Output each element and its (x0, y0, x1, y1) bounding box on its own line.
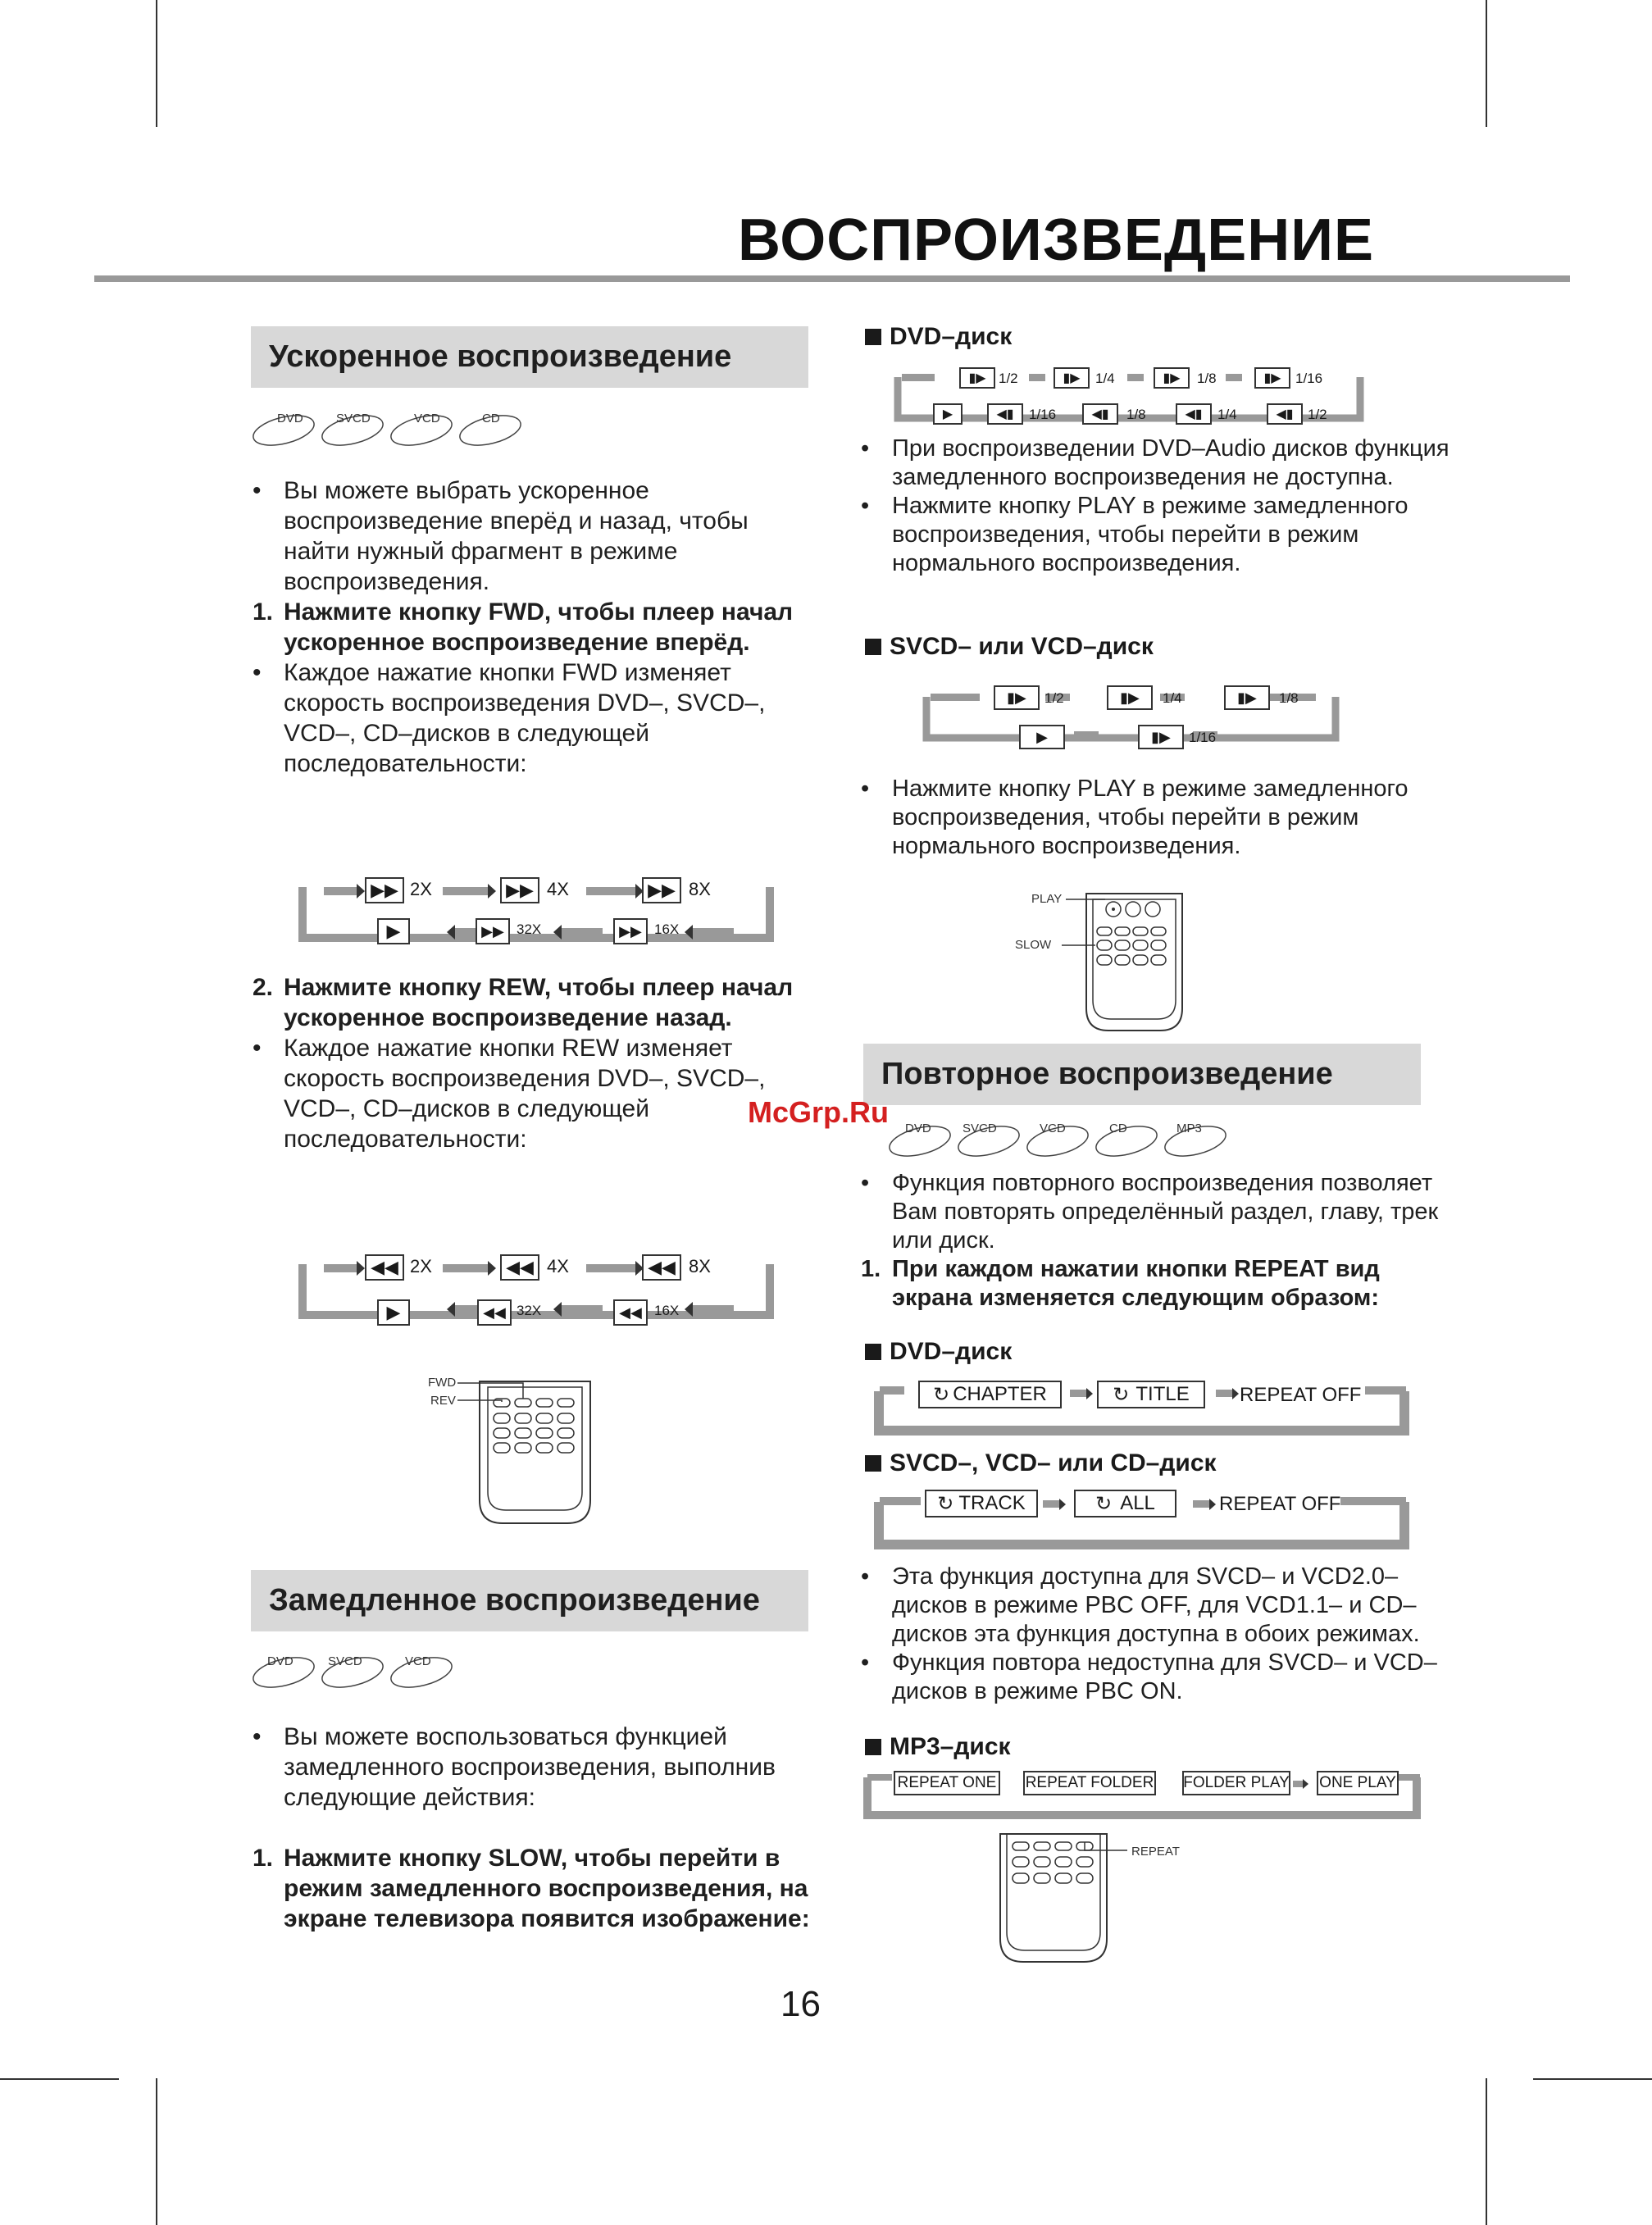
slow-dvd-title: DVD–диск (865, 323, 1012, 351)
play-icon: ▶ (933, 403, 963, 425)
slow-icon: ▮▶ (994, 685, 1040, 710)
watermark: McGrp.Ru (748, 1095, 890, 1129)
crop-mark (156, 0, 157, 127)
speed-label: 32X (517, 921, 542, 937)
speed-label: 1/2 (1308, 407, 1327, 422)
mp3-repeat-folder-box: REPEAT FOLDER (1023, 1771, 1156, 1795)
speed-label: 8X (689, 879, 711, 899)
remote-label: SLOW (1015, 938, 1052, 952)
repeat-track-box: ↻ TRACK (925, 1490, 1038, 1517)
bullet-icon: • (253, 1723, 262, 1750)
crop-mark (1486, 0, 1487, 127)
slow-rev-icon: ◀▮ (1176, 403, 1212, 425)
repeat-all-box: ↻ ALL (1074, 1490, 1176, 1517)
mp3-repeat-one-box: REPEAT ONE (894, 1771, 1000, 1795)
speed-label: 1/8 (1197, 371, 1217, 386)
slow-icon: ▮▶ (1054, 367, 1090, 389)
slow-dvd-notes: • При воспроизведении DVD–Audio дисков функция замедленного воспроизведения не доступна. • Нажмите кнопку PLAY в режиме замедленного воспроизведения, чтобы перейти в режим нормального воспроизведения. (861, 435, 1449, 576)
slow-svcd-notes: • Нажмите кнопку PLAY в режиме замедленного воспроизведения, чтобы перейти в режим нормального воспроизведения. (861, 776, 1409, 859)
repeat-chapter-box: ↻ CHAPTER (918, 1381, 1062, 1408)
remote-label: FWD (428, 1376, 457, 1390)
slow-icon: ▮▶ (1107, 685, 1153, 710)
speed-label: 16X (654, 921, 680, 937)
repeat-off-label: REPEAT OFF (1219, 1493, 1341, 1515)
speed-label: 32X (517, 1303, 542, 1318)
crop-mark (0, 2078, 119, 2080)
slow-icon: ▮▶ (1138, 725, 1184, 749)
speed-label: 1/8 (1126, 407, 1146, 422)
disc-label: DVD (905, 1122, 931, 1135)
square-bullet-icon (865, 639, 881, 655)
fast-text-block-2: 2. Нажмите кнопку REW, чтобы плеер начал ускоренное воспроизведение назад. • Каждое нажатие кнопки REW изменяет скорость воспроизведения DVD–, SVCD–, VCD–, CD–дисков в следующей последовательности: (253, 974, 794, 1153)
repeat-off-label: REPEAT OFF (1240, 1384, 1362, 1406)
speed-label: 1/2 (1044, 690, 1064, 706)
rew-icon: ◀◀ (365, 1254, 404, 1281)
repeat-svcd-title: SVCD–, VCD– или CD–диск (865, 1449, 1217, 1477)
slow-svcd-title: SVCD– или VCD–диск (865, 633, 1154, 661)
fast-section-header: Ускоренное воспроизведение (251, 326, 808, 388)
speed-label: 2X (410, 1256, 432, 1276)
bullet-icon: • (861, 493, 870, 519)
square-bullet-icon (865, 1344, 881, 1360)
slow-rev-icon: ◀▮ (1267, 403, 1303, 425)
play-icon: ▶ (1019, 725, 1065, 749)
loop-icon: ↻ (933, 1383, 950, 1406)
mp3-folder-play-box: FOLDER PLAY (1182, 1771, 1290, 1795)
title-rule (94, 275, 1570, 282)
bullet-icon: • (253, 1035, 262, 1062)
slow-rev-icon: ◀▮ (1082, 403, 1118, 425)
speed-label: 4X (547, 1256, 569, 1276)
play-icon: ▶ (377, 1299, 410, 1326)
bullet-icon: • (861, 776, 870, 802)
slow-icon: ▮▶ (1254, 367, 1290, 389)
page-title: ВОСПРОИЗВЕДЕНИЕ (738, 207, 1374, 273)
fast-text-block-1: • Вы можете выбрать ускоренное воспроизведение вперёд и назад, чтобы найти нужный фрагмент в режиме воспроизведения. 1. Нажмите кнопку FWD, чтобы плеер начал ускоренное воспроизведение вперёд. • Каждое нажатие кнопки FWD изменяет скорость воспроизведения DVD–, SVCD–, VCD–, CD–дисков в следующей последовательности: (253, 477, 794, 777)
repeat-dvd-title: DVD–диск (865, 1338, 1012, 1366)
crop-mark (156, 2078, 157, 2225)
disc-label: SVCD (336, 412, 371, 425)
disc-label: CD (1109, 1122, 1127, 1135)
mp3-one-play-box: ONE PLAY (1317, 1771, 1399, 1795)
disc-label: VCD (405, 1654, 431, 1668)
loop-icon: ↻ (937, 1492, 954, 1515)
page-number: 16 (780, 1984, 821, 2024)
disc-label: DVD (267, 1654, 294, 1668)
rew-icon: ◀◀ (500, 1254, 539, 1281)
bullet-icon: • (253, 659, 262, 686)
ff-icon: ▶▶ (613, 918, 648, 944)
speed-label: 1/4 (1217, 407, 1237, 422)
square-bullet-icon (865, 329, 881, 345)
disc-label: CD (482, 412, 500, 425)
bullet-icon: • (861, 435, 870, 462)
slow-text-block: • Вы можете воспользоваться функцией замедленного воспроизведения, выполнив следующие действия: 1. Нажмите кнопку SLOW, чтобы перейти в режим замедленного воспроизведения, на экране телевизора появится изображение: (253, 1723, 810, 1932)
slow-icon: ▮▶ (959, 367, 995, 389)
repeat-section-header: Повторное воспроизведение (863, 1044, 1421, 1105)
ff-icon: ▶▶ (476, 918, 510, 944)
square-bullet-icon (865, 1455, 881, 1472)
speed-label: 2X (410, 879, 432, 899)
speed-label: 4X (547, 879, 569, 899)
speed-label: 1/8 (1279, 690, 1299, 706)
speed-label: 1/4 (1095, 371, 1115, 386)
disc-label: SVCD (963, 1122, 997, 1135)
slow-icon: ▮▶ (1224, 685, 1270, 710)
rew-icon: ◀◀ (477, 1299, 512, 1326)
ff-icon: ▶▶ (642, 877, 681, 903)
repeat-title-box: ↻ TITLE (1097, 1381, 1205, 1408)
slow-section-header: Замедленное воспроизведение (251, 1570, 808, 1631)
speed-label: 16X (654, 1303, 680, 1318)
bullet-icon: • (861, 1563, 870, 1590)
speed-label: 1/16 (1295, 371, 1323, 386)
remote-label: REPEAT (1131, 1845, 1180, 1859)
speed-label: 1/16 (1029, 407, 1057, 422)
remote-label: REV (430, 1394, 456, 1408)
speed-label: 8X (689, 1256, 711, 1276)
repeat-mp3-title: MP3–диск (865, 1733, 1011, 1761)
rew-icon: ◀◀ (613, 1299, 648, 1326)
remote-control-slow (1008, 890, 1189, 1033)
loop-icon: ↻ (1095, 1492, 1113, 1515)
crop-mark (1486, 2078, 1487, 2225)
ff-icon: ▶▶ (500, 877, 539, 903)
bullet-icon: • (861, 1170, 870, 1196)
bullet-icon: • (253, 477, 262, 504)
speed-label: 1/2 (999, 371, 1018, 386)
slow-rev-icon: ◀▮ (987, 403, 1023, 425)
bullet-icon: • (861, 1649, 870, 1676)
disc-label: VCD (414, 412, 440, 425)
repeat-text-block-1: • Функция повторного воспроизведения позволяет Вам повторять определённый раздел, главу, трек или диск. 1. При каждом нажатии кнопки REPEAT вид экрана изменяется следующим образом: (861, 1170, 1439, 1311)
loop-icon: ↻ (1113, 1383, 1130, 1406)
disc-label: VCD (1040, 1122, 1066, 1135)
disc-label: MP3 (1176, 1122, 1202, 1135)
speed-label: 1/16 (1189, 730, 1217, 745)
slow-icon: ▮▶ (1154, 367, 1190, 389)
disc-label: SVCD (328, 1654, 362, 1668)
play-icon: ▶ (377, 918, 410, 944)
disc-label: DVD (277, 412, 303, 425)
crop-mark (1533, 2078, 1652, 2080)
square-bullet-icon (865, 1739, 881, 1755)
remote-label: PLAY (1031, 892, 1063, 906)
ff-icon: ▶▶ (365, 877, 404, 903)
speed-label: 1/4 (1163, 690, 1182, 706)
rew-icon: ◀◀ (642, 1254, 681, 1281)
repeat-text-block-2: • Эта функция доступна для SVCD– и VCD2.0–дисков в режиме PBC OFF, для VCD1.1– и CD–дисков эта функция доступна в обоих режимах. • Функция повтора недоступна для SVCD– и VCD–дисков в режиме PBC ON. (861, 1563, 1437, 1704)
